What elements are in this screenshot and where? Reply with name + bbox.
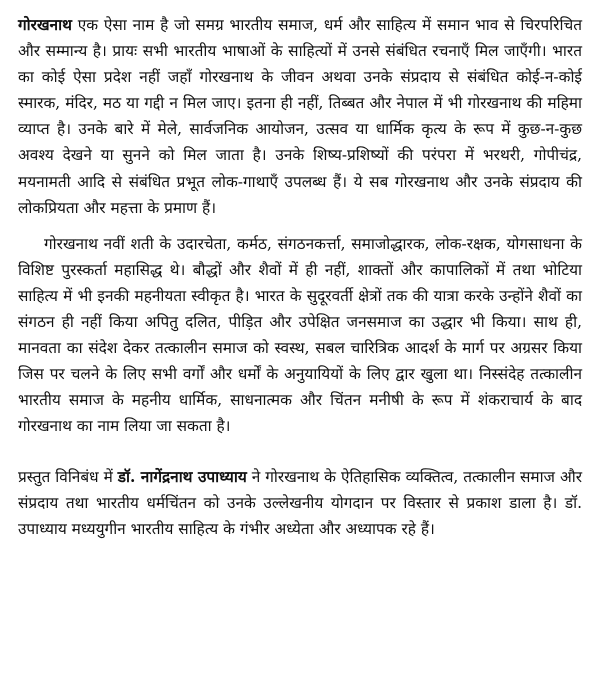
lead-name-bold: गोरखनाथ [18,16,72,34]
paragraph-body [18,231,582,440]
paragraph-closing [18,464,582,542]
paragraph-intro-text: एक ऐसा नाम है जो समग्र भारतीय समाज, धर्म और साहित्य में समान भाव से चिरपरिचित और सम्मान्य है। प्रायः सभी भारतीय भाषाओं के साहित्यों में उनसे संबंधित रचनाएँ मिल जाएँगी। भारत का कोई ऐसा प्रदेश नहीं जहाँ गोरखनाथ के जीवन अथवा उनके संप्रदाय से संबंधित कोई-न-कोई स्मारक, मंदिर, मठ या गद्दी न मिल जाए। इतना ही नहीं, तिब्बत और नेपाल में भी गोरखनाथ की महिमा व्याप्त है। उनके बारे में मेले, सार्वजनिक आयोजन, उत्सव या धार्मिक कृत्य के रूप में कुछ-न-कुछ अवश्य देखने या सुनने को मिल जाता है। उनके शिष्य-प्रशिष्यों की परंपरा में भरथरी, गोपीचंद्र, मयनामती आदि से संबंधित प्रभूत लोक-गाथाएँ उपलब्ध हैं। ये सब गोरखनाथ और उनके संप्रदाय की लोकप्रियता और महत्ता के प्रमाण हैं। [18,16,582,217]
paragraph-body-text: गोरखनाथ नवीं शती के उदारचेता, कर्मठ, संगठनकर्त्ता, समाजोद्धारक, लोक-रक्षक, योगसाधना के विशिष्ट पुरस्कर्ता महासिद्ध थे। बौद्धों और शैवों में ही नहीं, शाक्तों और कापालिकों में तथा भोटिया साहित्य में भी इनकी महनीयता स्वीकृत है। भारत के सुदूरवर्ती क्षेत्रों तक की यात्रा करके उन्होंने शैवों का संगठन ही नहीं किया अपितु दलित, पीड़ित और उपेक्षित जनसमाज का उद्धार भी किया। साथ ही, मानवता का संदेश देकर तत्कालीन समाज को स्वस्थ, सबल चारित्रिक आदर्श के मार्ग पर अग्रसर किया जिस पर चलने के लिए सभी वर्गों और धर्मों के अनुयायियों के लिए द्वार खुला था। निस्संदेह तत्कालीन भारतीय समाज के महनीय धार्मिक, साधनात्मक और चिंतन मनीषी के रूप में शंकराचार्य के बाद गोरखनाथ का नाम लिया जा सकता है। [18,234,582,436]
author-name-bold: डॉ. नागेंद्रनाथ उपाध्याय [117,467,247,486]
paragraph-closing-text-after: ने गोरखनाथ के ऐतिहासिक व्यक्तित्व, तत्कालीन समाज और संप्रदाय तथा भारतीय धर्मचिंतन को उनके उल्लेखनीय योगदान पर विस्तार से प्रकाश डाला है। डॉ. उपाध्याय मध्ययुगीन भारतीय साहित्य के गंभीर अध्येता और अध्यापक रहे हैं। [18,467,582,538]
paragraph-intro [18,12,582,221]
paragraph-closing-text-before: प्रस्तुत विनिबंध में [18,467,118,486]
